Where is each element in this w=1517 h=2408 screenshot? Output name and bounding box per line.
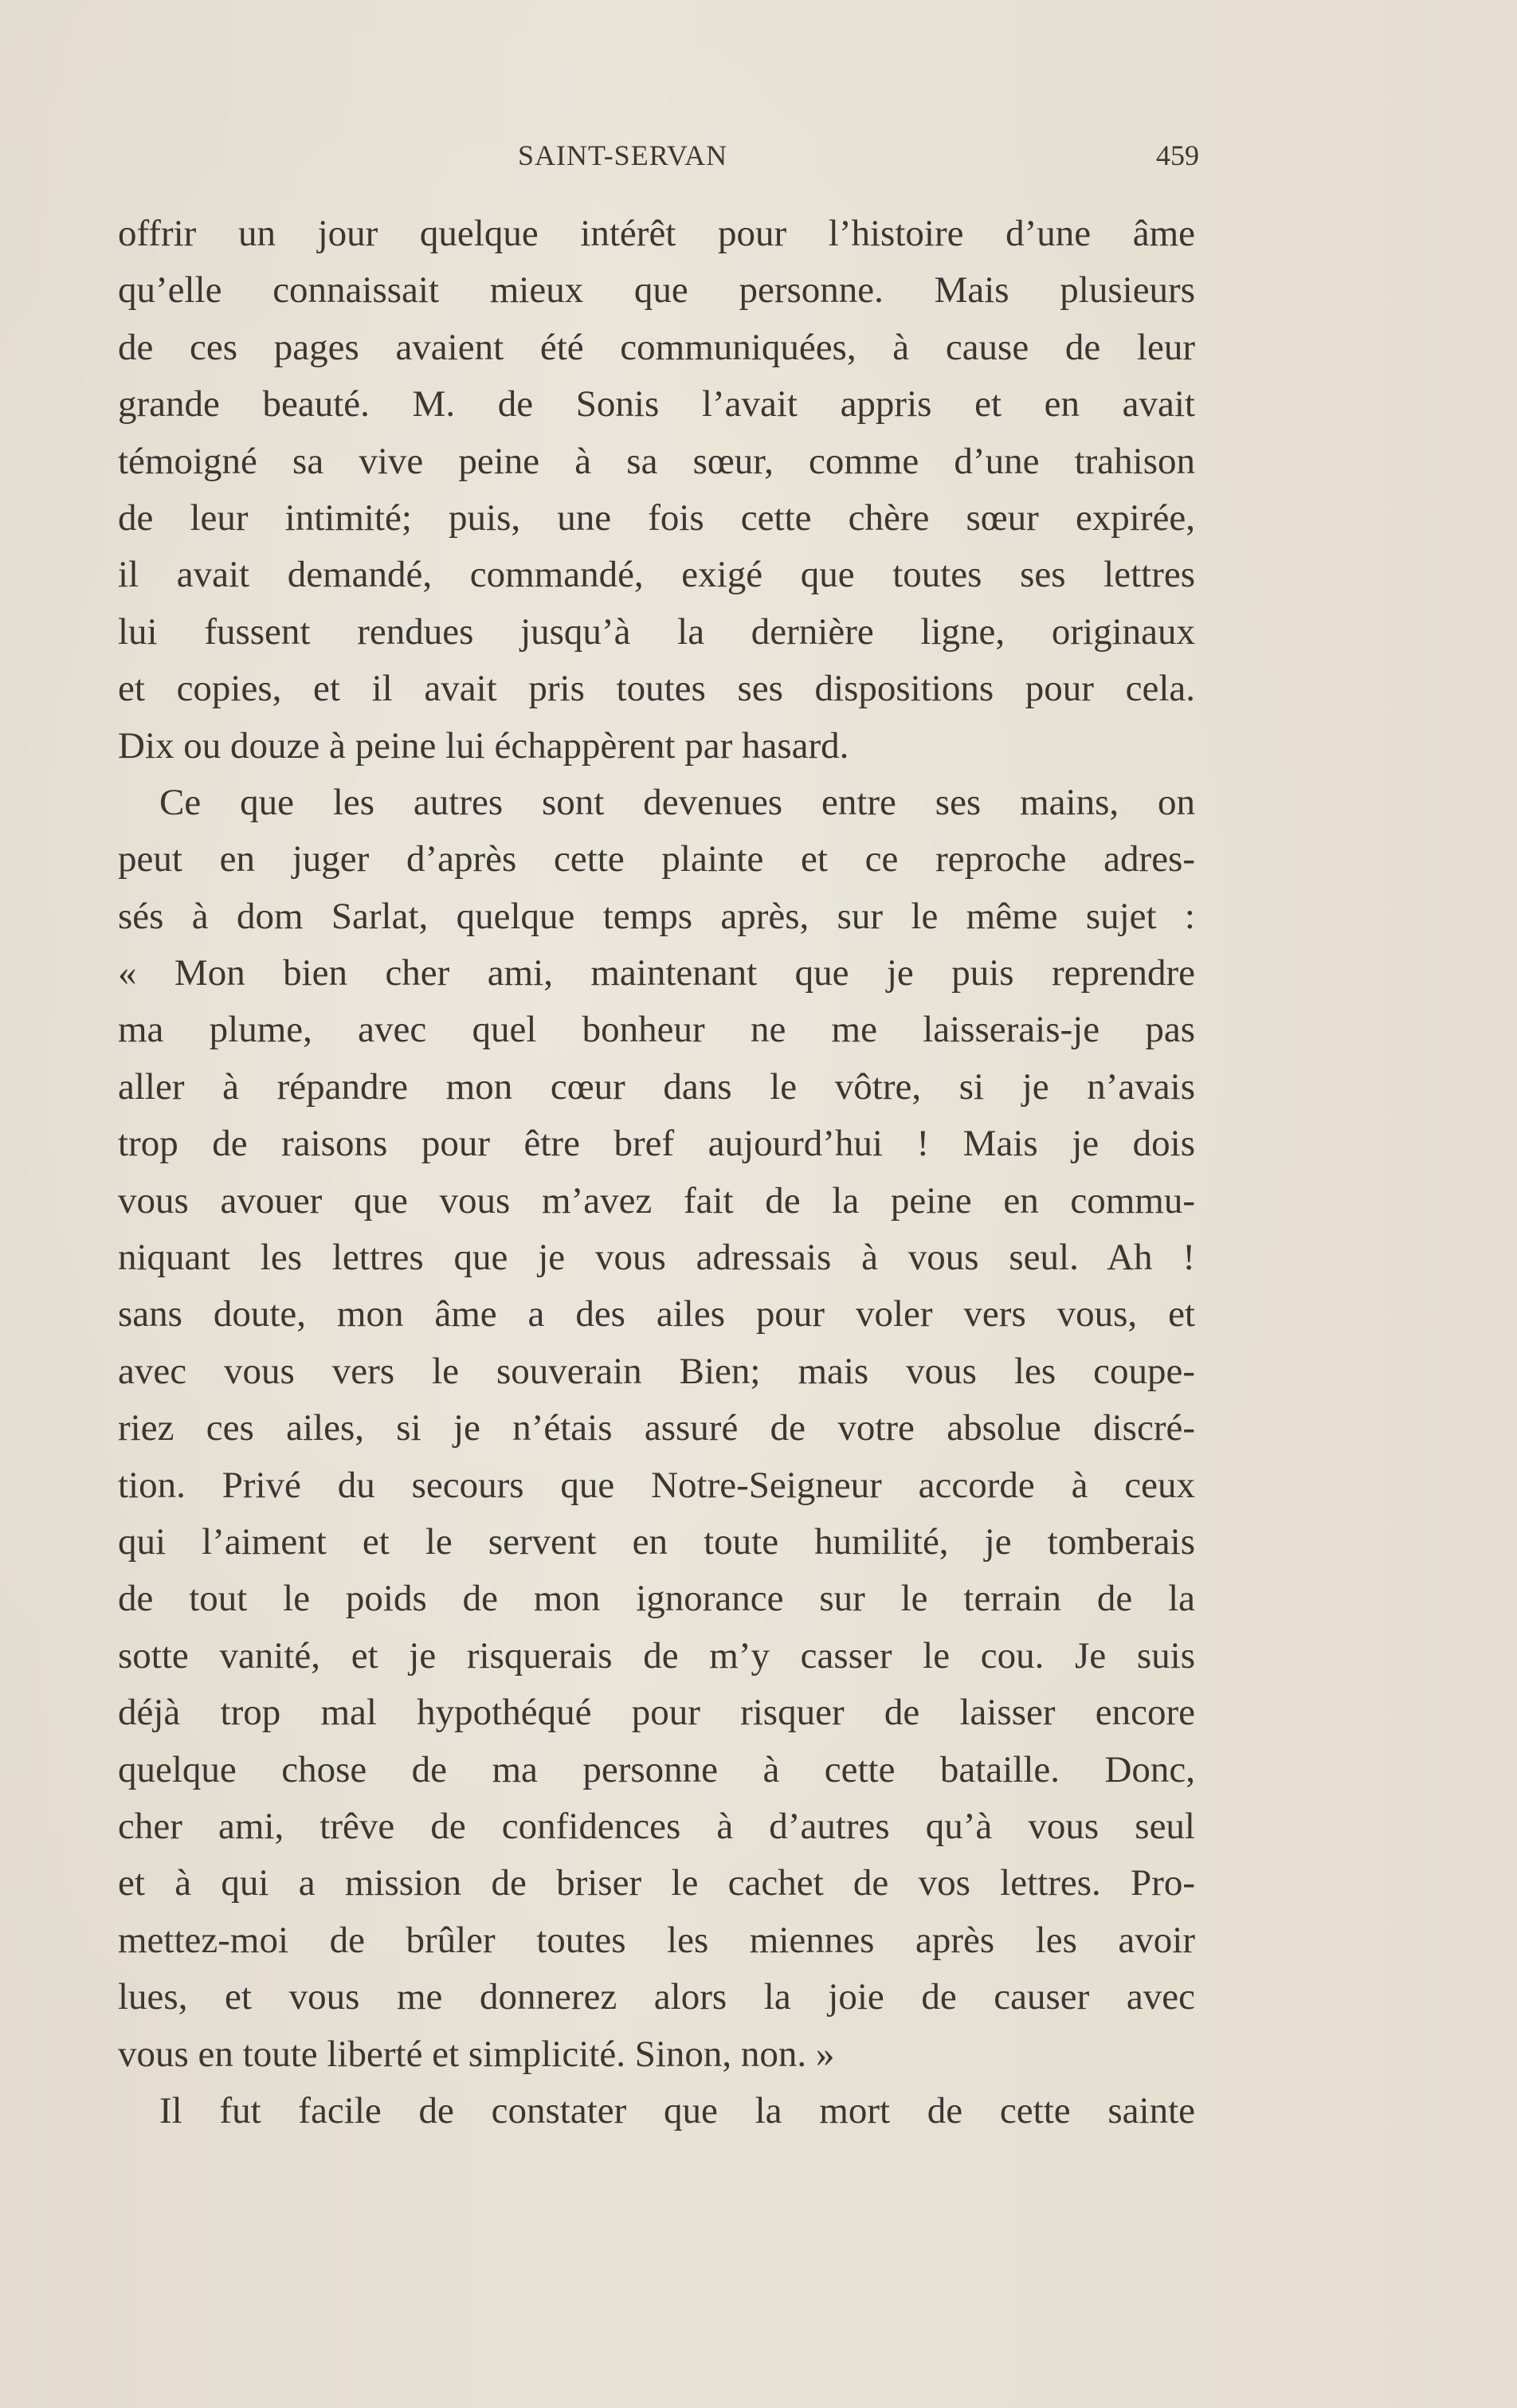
- text-line: « Mon bien cher ami, maintenant que je puis reprendre: [118, 952, 1195, 994]
- text-line: mettez-moi de brûler toutes les miennes après les avoir: [118, 1919, 1195, 1961]
- text-line: de ces pages avaient été communiquées, à cause de leur: [118, 326, 1195, 368]
- text-line: qui l’aiment et le servent en toute humilité, je tomberais: [118, 1520, 1195, 1563]
- text-line: trop de raisons pour être bref aujourd’hui ! Mais je dois: [118, 1123, 1195, 1165]
- text-line: tion. Privé du secours que Notre-Seigneur accorde à ceux: [118, 1464, 1195, 1506]
- paragraph-start-line: Ce que les autres sont devenues entre ses mains, on: [159, 781, 1195, 823]
- running-title: SAINT-SERVAN: [518, 139, 728, 171]
- text-line: vous en toute liberté et simplicité. Sinon, non. »: [118, 2033, 835, 2075]
- text-line: et à qui a mission de briser le cachet de vos lettres. Pro-: [118, 1862, 1195, 1904]
- text-line: sés à dom Sarlat, quelque temps après, sur le même sujet :: [118, 895, 1195, 937]
- text-line: de tout le poids de mon ignorance sur le terrain de la: [118, 1578, 1195, 1620]
- running-head: [116, 134, 1199, 182]
- text-line: sans doute, mon âme a des ailes pour voler vers vous, et: [118, 1293, 1195, 1335]
- text-line: lui fussent rendues jusqu’à la dernière ligne, originaux: [118, 610, 1195, 653]
- text-line: Dix ou douze à peine lui échappèrent par hasard.: [118, 724, 849, 767]
- text-line: vous avouer que vous m’avez fait de la peine en commu-: [118, 1179, 1195, 1222]
- text-line: de leur intimité; puis, une fois cette chère sœur expirée,: [118, 496, 1195, 539]
- text-line: déjà trop mal hypothéqué pour risquer de laisser encore: [118, 1692, 1195, 1734]
- text-line: sotte vanité, et je risquerais de m’y casser le cou. Je suis: [118, 1634, 1195, 1677]
- body-text: [118, 206, 1195, 2139]
- text-line: qu’elle connaissait mieux que personne. Mais plusieurs: [118, 269, 1195, 312]
- text-line: quelque chose de ma personne à cette bataille. Donc,: [118, 1748, 1195, 1790]
- text-line: il avait demandé, commandé, exigé que toutes ses lettres: [118, 554, 1195, 596]
- text-line: ma plume, avec quel bonheur ne me laisserais-je pas: [118, 1009, 1195, 1051]
- text-line: niquant les lettres que je vous adressais à vous seul. Ah !: [118, 1237, 1195, 1279]
- text-line: avec vous vers le souverain Bien; mais vous les coupe-: [118, 1350, 1195, 1392]
- text-line: et copies, et il avait pris toutes ses dispositions pour cela.: [118, 668, 1195, 710]
- text-line: cher ami, trêve de confidences à d’autres qu’à vous seul: [118, 1805, 1195, 1847]
- text-line: offrir un jour quelque intérêt pour l’histoire d’une âme: [118, 213, 1195, 254]
- text-line: aller à répandre mon cœur dans le vôtre, si je n’avais: [118, 1065, 1195, 1108]
- paragraph-start-line: Il fut facile de constater que la mort de cette sainte: [159, 2089, 1195, 2132]
- text-line: grande beauté. M. de Sonis l’avait appris et en avait: [118, 383, 1195, 426]
- text-line: témoigné sa vive peine à sa sœur, comme d’une trahison: [118, 440, 1195, 482]
- text-line: peut en juger d’après cette plainte et ce reproche adres-: [118, 838, 1195, 880]
- page-number: 459: [1156, 139, 1199, 171]
- text-line: riez ces ailes, si je n’étais assuré de votre absolue discré-: [118, 1407, 1195, 1449]
- text-line: lues, et vous me donnerez alors la joie de causer avec: [118, 1976, 1195, 2018]
